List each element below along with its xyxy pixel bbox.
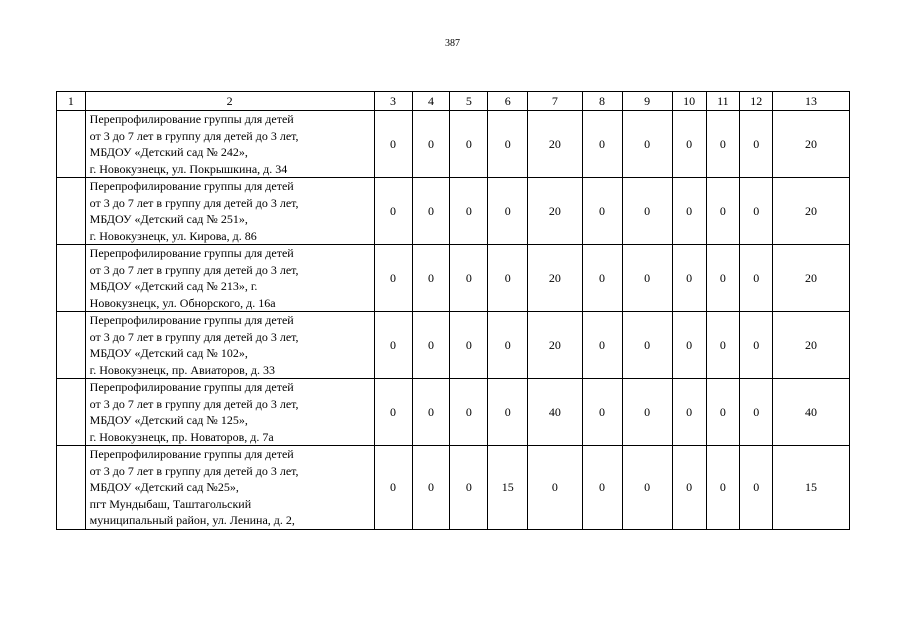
row-number-cell — [57, 178, 86, 245]
value-cell: 0 — [488, 379, 528, 446]
value-cell: 0 — [740, 245, 773, 312]
value-cell: 0 — [374, 245, 412, 312]
value-cell: 0 — [488, 178, 528, 245]
value-cell: 0 — [582, 111, 622, 178]
description-cell: Перепрофилирование группы для детей от 3 до 7 лет в группу для детей до 3 лет, МБДОУ «Детский сад № 251», г. Новокузнецк, ул. Кирова, д. 86 — [85, 178, 374, 245]
value-cell: 0 — [740, 111, 773, 178]
value-cell: 0 — [740, 178, 773, 245]
column-header: 6 — [488, 92, 528, 111]
row-number-cell — [57, 446, 86, 530]
row-number-cell — [57, 111, 86, 178]
column-header: 1 — [57, 92, 86, 111]
value-cell: 0 — [412, 245, 450, 312]
value-cell: 0 — [622, 312, 672, 379]
value-cell: 0 — [412, 446, 450, 530]
value-cell: 0 — [622, 446, 672, 530]
value-cell: 0 — [450, 379, 488, 446]
column-header: 8 — [582, 92, 622, 111]
table-row — [57, 245, 850, 312]
column-header: 13 — [773, 92, 850, 111]
value-cell: 0 — [374, 111, 412, 178]
table-row — [57, 111, 850, 178]
total-cell: 20 — [773, 312, 850, 379]
column-header: 2 — [85, 92, 374, 111]
value-cell: 0 — [672, 312, 706, 379]
header-row — [57, 92, 850, 111]
value-cell: 0 — [528, 446, 582, 530]
value-cell: 0 — [412, 312, 450, 379]
row-number-cell — [57, 312, 86, 379]
value-cell: 20 — [528, 245, 582, 312]
value-cell: 0 — [412, 178, 450, 245]
value-cell: 0 — [374, 178, 412, 245]
total-cell: 40 — [773, 379, 850, 446]
value-cell: 0 — [672, 111, 706, 178]
value-cell: 0 — [622, 178, 672, 245]
description-cell: Перепрофилирование группы для детей от 3 до 7 лет в группу для детей до 3 лет, МБДОУ «Детский сад № 125», г. Новокузнецк, пр. Новаторов, д. 7а — [85, 379, 374, 446]
value-cell: 0 — [740, 446, 773, 530]
value-cell: 0 — [740, 379, 773, 446]
value-cell: 0 — [450, 312, 488, 379]
value-cell: 0 — [582, 446, 622, 530]
value-cell: 0 — [706, 446, 740, 530]
value-cell: 0 — [706, 111, 740, 178]
value-cell: 0 — [672, 245, 706, 312]
description-cell: Перепрофилирование группы для детей от 3 до 7 лет в группу для детей до 3 лет, МБДОУ «Детский сад № 242», г. Новокузнецк, ул. Покрышкина, д. 34 — [85, 111, 374, 178]
row-number-cell — [57, 379, 86, 446]
description-cell: Перепрофилирование группы для детей от 3 до 7 лет в группу для детей до 3 лет, МБДОУ «Детский сад №25», пгт Мундыбаш, Таштагольский муниципальный район, ул. Ленина, д. 2, — [85, 446, 374, 530]
table-row — [57, 379, 850, 446]
value-cell: 0 — [672, 178, 706, 245]
value-cell: 0 — [450, 446, 488, 530]
value-cell: 0 — [450, 245, 488, 312]
value-cell: 0 — [622, 245, 672, 312]
value-cell: 0 — [488, 312, 528, 379]
column-header: 10 — [672, 92, 706, 111]
table-row — [57, 446, 850, 530]
value-cell: 0 — [706, 379, 740, 446]
value-cell: 0 — [706, 178, 740, 245]
column-header: 3 — [374, 92, 412, 111]
value-cell: 0 — [582, 379, 622, 446]
value-cell: 0 — [412, 111, 450, 178]
value-cell: 0 — [622, 379, 672, 446]
value-cell: 0 — [672, 379, 706, 446]
total-cell: 20 — [773, 111, 850, 178]
value-cell: 20 — [528, 312, 582, 379]
value-cell: 0 — [582, 178, 622, 245]
description-cell: Перепрофилирование группы для детей от 3 до 7 лет в группу для детей до 3 лет, МБДОУ «Детский сад № 102», г. Новокузнецк, пр. Авиаторов, д. 33 — [85, 312, 374, 379]
value-cell: 0 — [374, 446, 412, 530]
program-table — [56, 91, 850, 530]
value-cell: 0 — [450, 178, 488, 245]
value-cell: 0 — [706, 245, 740, 312]
total-cell: 15 — [773, 446, 850, 530]
value-cell: 0 — [412, 379, 450, 446]
row-number-cell — [57, 245, 86, 312]
value-cell: 0 — [672, 446, 706, 530]
value-cell: 0 — [488, 111, 528, 178]
column-header: 9 — [622, 92, 672, 111]
column-header: 11 — [706, 92, 740, 111]
column-header: 4 — [412, 92, 450, 111]
value-cell: 0 — [582, 245, 622, 312]
value-cell: 0 — [374, 379, 412, 446]
value-cell: 0 — [740, 312, 773, 379]
value-cell: 20 — [528, 111, 582, 178]
total-cell: 20 — [773, 178, 850, 245]
description-cell: Перепрофилирование группы для детей от 3 до 7 лет в группу для детей до 3 лет, МБДОУ «Детский сад № 213», г. Новокузнецк, ул. Обнорского, д. 16а — [85, 245, 374, 312]
page-number: 387 — [445, 38, 460, 49]
value-cell: 0 — [488, 245, 528, 312]
value-cell: 40 — [528, 379, 582, 446]
value-cell: 0 — [582, 312, 622, 379]
column-header: 12 — [740, 92, 773, 111]
value-cell: 20 — [528, 178, 582, 245]
value-cell: 0 — [450, 111, 488, 178]
column-header: 7 — [528, 92, 582, 111]
value-cell: 0 — [706, 312, 740, 379]
column-header: 5 — [450, 92, 488, 111]
table-row — [57, 312, 850, 379]
total-cell: 20 — [773, 245, 850, 312]
value-cell: 0 — [374, 312, 412, 379]
table-row — [57, 178, 850, 245]
value-cell: 15 — [488, 446, 528, 530]
value-cell: 0 — [622, 111, 672, 178]
